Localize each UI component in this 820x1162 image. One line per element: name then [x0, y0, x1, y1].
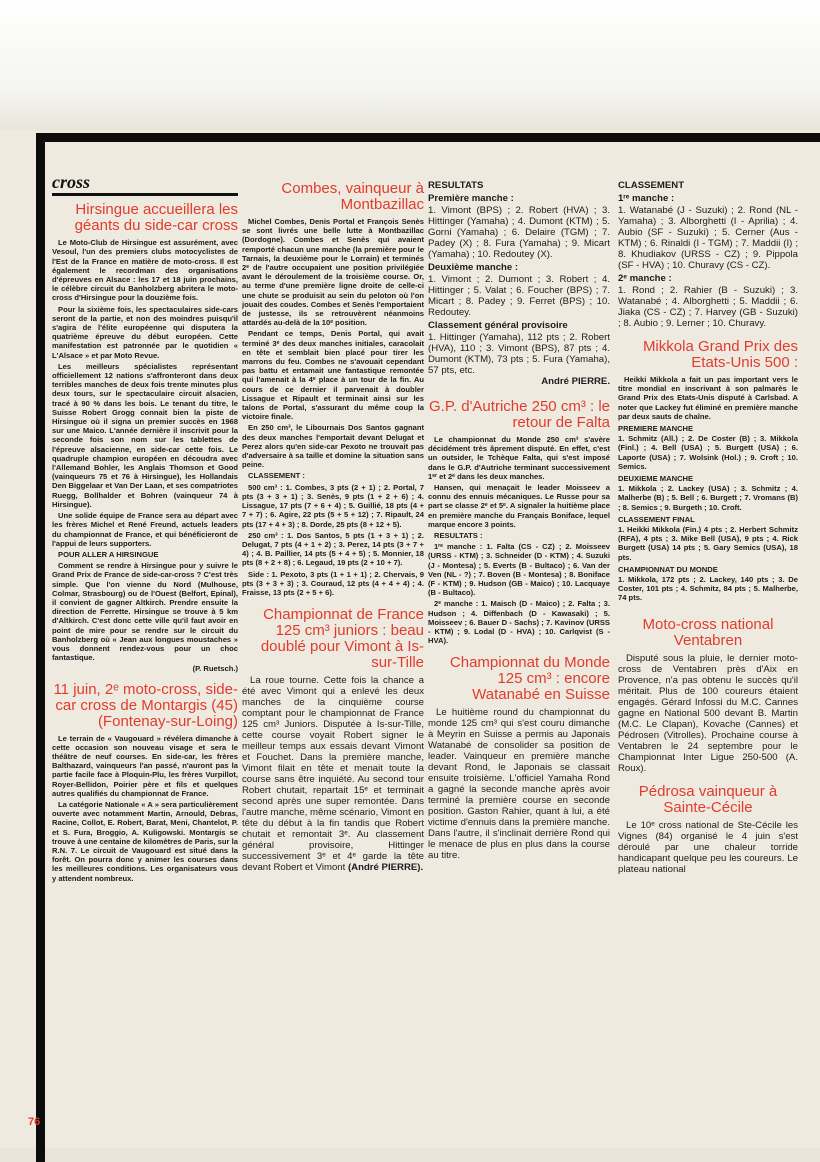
column-4 — [618, 178, 798, 877]
paragraph — [242, 675, 424, 873]
paragraph: Le championnat du Monde 250 cm³ s'avère décidément très âprement disputé. En effet, c'est un outsider, le Tchèque Falta, qui s'est imposé dans le G.P. d'Autriche terminant successivement 1ᵉʳ et 2ᵉ dans les deux manches. — [428, 435, 610, 481]
column-1 — [52, 172, 238, 885]
results-block — [428, 180, 610, 387]
paragraph: Comment se rendre à Hirsingue pour y suivre le Grand Prix de France de side-car-cross ? C'est très simple. Que l'on vienne du Nord (Mulhouse, Colmar, Strasbourg) ou de l'Ouest (Belfort, Epinal), il convient de gagner Altkirch. Prendre ensuite la direction de Ferrette. Hirsingue se trouve à 5 km d'Altkirch. C'est donc cette ville qu'il faut avoir en point de mire pour se rendre sur le circuit du Banholzberg où « Jean aux longues moustaches » vous donnent rendez-vous pour un choc fantastique. — [52, 561, 238, 663]
article-montargis — [52, 734, 238, 883]
paragraph: Le Moto-Club de Hirsingue est assurément, avec Vesoul, l'un des premiers clubs motocyclistes de l'Est de la France en matière de moto-cross. Il est également le recordman des organisations d'épreuves en Alsace : les 17 et 18 juin prochains, le célèbre circuit du Banholzberg abritera le moto-cross d'Hirsingue pour la douzième fois. — [52, 238, 238, 303]
headline-mikkola: Mikkola Grand Prix des Etats-Unis 500 : — [642, 338, 798, 371]
section-label: CLASSEMENT FINAL — [618, 514, 695, 524]
paragraph: CLASSEMENT : — [248, 471, 305, 481]
article-montbazillac — [242, 217, 424, 597]
headline-hirsingue: Hirsingue accueillera les géants du side-car cross — [74, 201, 238, 235]
section-label: DEUXIEME MANCHE — [618, 474, 694, 484]
headline-montbazillac: Combes, vainqueur à Montbazillac — [281, 180, 424, 213]
paragraph: 1ʳᵉ manche : 1. Falta (CS - CZ) ; 2. Moisseev (URSS - KTM) ; 3. Schneider (D - KTM) ; 4. Suzuki (J - Montesa) ; 5. Everts (B - Bultaco) ; 6. Van der Ven (NL - ?) ; 7. Boven (B - Montesa) ; 8. Boniface (F - KTM) ; 9. Hudson (GB - Maico) ; 10. Lacquaye (B - Bultaco). — [428, 542, 610, 598]
results-manche1-label: Première manche : — [428, 193, 514, 204]
results-text: 1. Mikkola, 172 pts ; 2. Lackey, 140 pts ; 3. De Coster, 101 pts ; 4. Schmitz, 84 pts ; 5. Malherbe, 74 pts. — [618, 575, 798, 603]
results-manche2-label: Deuxième manche : — [428, 262, 519, 273]
paragraph: Le terrain de « Vaugouard » révélera dimanche à cette occasion son nouveau visage et sera le théâtre de neuf courses. En side-car, les frères Balthazard, vainqueurs l'an passé, n'auront pas la partie facile face à Ploquin-Plu, les frères Vurpillot, Royer-Bellidon, Poirier père et fils et quelques autres qualifiés du championnat de France. — [52, 733, 238, 798]
body-text: La roue tourne. Cette fois la chance a été avec Vimont qui a enlevé les deux manches de la cinquième course comptant pour le championnat de France 125 cm³ Juniors. Disputée à Is-sur-Tille, cette course voyait Robert signer le meilleur temps aux essais devant Vimont et Fouchet. Dans la première manche, Vimont filait en tête et menait toute la course sans être inquiété. Au second tour Robert chutait, repartait 15ᵉ et terminait second après une super remontée. Dans l'autre manche, même scénario, Vimont en tête du début à la fin tandis que Robert chutait et remontait 3ᵉ. Au classement général provisoire, Hittinger successivement 3ᵉ et 4ᵉ garde la tête devant Robert et Vimont — [242, 675, 424, 874]
top-photo-strip — [0, 0, 820, 130]
byline: (André PIERRE). — [347, 862, 424, 874]
paragraph: La catégorie Nationale « A » sera particulièrement ouverte avec notamment Martin, Arnould, Debras, Racine, Collot, E. Robert, Barat, Meni, Chantelot, P. et S. Fura, Broggio, A. Kuligowski. Montargis se trouve à une centaine de kilomètres de Paris, sur la R.N. 7. Le circuit de Vaugouard est situé dans la forêt. On pourra donc y animer les courses dans les meilleures conditions. Les organisateurs vous y attendent nombreux. — [52, 799, 238, 883]
article-ventabren — [618, 653, 798, 774]
byline: (P. Ruetsch.) — [192, 664, 238, 674]
classement-heading: CLASSEMENT — [618, 180, 685, 191]
column-3 — [428, 178, 610, 863]
article-pedrosa — [618, 820, 798, 875]
paragraph: 500 cm³ : 1. Combes, 3 pts (2 + 1) ; 2. Portal, 7 pts (3 + 3 + 1) ; 3. Senès, 9 pts (1 + 2 + 6) ; 4. Lissague, 17 pts (7 + 6 + 4) ; 5. Guillié, 18 pts (4 + 7 + 7) ; 6. Agire, 22 pts (5 + 5 + 12) ; 7. Ripault, 24 pts (17 + 4 + 3) ; 8. Dorde, 25 pts (8 + 12 + 5). — [242, 482, 424, 529]
headline-125-juniors: Championnat de France 125 cm³ juniors : beau doublé pour Vimont à Is-sur-Tille — [260, 606, 424, 672]
results-text: 1. Heikki Mikkola (Fin.) 4 pts ; 2. Herbert Schmitz (RFA), 4 pts ; 3. Mike Bell (USA), 9 pts ; 4. Rick Burgett (USA) 14 pts ; 5. Gary Semics (USA), 18 pts. — [618, 525, 798, 562]
article-125-monde — [428, 707, 610, 861]
headline-125-monde: Championnat du Monde 125 cm³ : encore Watanabé en Suisse — [449, 654, 610, 704]
paragraph — [618, 653, 798, 774]
paragraph: Hansen, qui menaçait le leader Moisseev a connu des ennuis mécaniques. Le Russe pour sa part se classe 2ᵉ et 5ᵉ. A signaler la huitième place en première manche du Français Boniface, lequel marque encore 3 points. — [428, 483, 610, 529]
results-general: 1. Hittinger (Yamaha), 112 pts ; 2. Robert (HVA), 110 ; 3. Vimont (BPS), 87 pts ; 4. Dumont (KTM), 73 pts ; 5. Fura (Yamaha), 57 pts, etc. — [428, 332, 610, 376]
results-text: 1. Mikkola ; 2. Lackey (USA) ; 3. Schmitz ; 4. Malherbe (B) ; 5. Bell ; 6. Burgett ; 7. Vromans (B) ; 8. Semics ; 9. Burgeth ; 10. Croft. — [618, 484, 798, 512]
headline-ventabren: Moto-cross national Ventabren — [642, 615, 774, 649]
classement-manche1-label: 1ʳᵉ manche : — [618, 193, 675, 204]
byline: André PIERRE. — [541, 376, 610, 387]
results-manche1: 1. Vimont (BPS) ; 2. Robert (HVA) ; 3. Hittinger (Yamaha) ; 4. Dumont (KTM) ; 5. Gorni (Yamaha) ; 6. Delaire (TGM) ; 7. Padey (X) ; 8. Fura (Yamaha) ; 9. Micart (Yamaha) ; 10. Redoutey (X). — [428, 205, 610, 260]
section-label: PREMIERE MANCHE — [618, 424, 694, 434]
paragraph: Une solide équipe de France sera au départ avec les frères Michel et René Freund, actuels leaders du championnat de France, et qui bénéficieront de l'appui de leurs supporters. — [52, 511, 238, 548]
section-label: CHAMPIONNAT DU MONDE — [618, 564, 718, 574]
article-mikkola — [618, 375, 798, 603]
paragraph: Le huitième round du championnat du monde 125 cm³ qui s'est couru dimanche à Meyrin en Suisse a permis au Japonais Watanabé de consolider sa position de leader. Vainqueur en première manche devant Rond, le Japonais se classait ensuite troisième. L'officiel Yamaha Rond a gagné la seconde manche après avoir terminé la première course en seconde position. Gaston Rahier, quant à lui, a été victime d'ennuis dans la première manche. Dans l'autre, il s'inclinait derrière Rond qui le menace de plus en plus dans la course au titre. — [428, 707, 610, 862]
paragraph: Les meilleurs spécialistes représentant officiellement 12 nations s'affronteront dans deux terribles manches de deux fois trente minutes plus deux tours, sur le spectaculaire circuit alsacien, tracé à 90 % dans les bois. Le tenant du titre, le Suisse Robert Grogg connait bien la piste de Hirsingue où il signa un premier succès en 1968 sur une Maico. L'année dernière il inscrivit pour la seconde fois son nom sur les tablettes de l'épreuve alsacienne, en side-car cette fois. Le quadruple champion européen en découdra avec l'Allemand Bohler, les Anglais Thomson et Good (vainqueurs 75 et 76 à Hirsingue), les Hollandais Den Biggelaar et Van Der Laan, et ses compatriotes Ruegg, Bollhalder et Bohren (vainqueur 74 à Hirsingue). — [52, 361, 238, 509]
paragraph: POUR ALLER A HIRSINGUE — [58, 549, 159, 559]
byline: (A. Roux). — [618, 751, 798, 774]
results-text: 1. Schmitz (All.) ; 2. De Coster (B) ; 3. Mikkola (Finl.) ; 4. Bell (USA) ; 5. Burgett (USA) ; 6. Laporte (USA) ; 7. Wolsink (Hol.) ; 9. Croft ; 10. Semics. — [618, 434, 798, 471]
headline-montargis: 11 juin, 2ᵉ moto-cross, side-car cross de Montargis (45) (Fontenay-sur-Loing) — [53, 680, 238, 730]
rubric-rule — [52, 193, 238, 196]
article-hirsingue — [52, 238, 238, 673]
paragraph: 2ᵉ manche : 1. Maisch (D - Maico) ; 2. Falta ; 3. Hudson ; 4. Diffenbach (D - Kawasaki) ; 5. Moisseev ; 6. Bauer D - Sachs) ; 7. Kavinov (URSS - KTM) ; 9. Lodal (D - HVA) ; 10. Carlqvist (S - HVA). — [428, 599, 610, 646]
results-heading: RESULTATS — [428, 180, 484, 191]
article-125-juniors — [242, 675, 424, 873]
paragraph: Le 10ᵉ cross national de Ste-Cécile les Vignes (84) organisé le 4 juin s'est déroulé par une chaleur torride handicapant quelque peu les coureurs. Le plateau national — [618, 819, 798, 875]
classement-manche1: 1. Watanabé (J - Suzuki) ; 2. Rond (NL - Yamaha) ; 3. Alborghetti (I - Aprilia) ; 4. Aubio (SF - Suzuki) ; 5. Cerner (Aus - KTM) ; 6. Rinaldi (I - TGM) ; 7. Maddii (I) ; 8. Khudiakov (URSS - CZ) ; 9. Pippola (SF - HVA) ; 10. Churavy (CS - CZ). — [618, 205, 798, 271]
paragraph: Michel Combes, Denis Portal et François Senès se sont livrés une belle lutte à Montbazillac (Dordogne). Combes et Senès qui avaient remporté chacun une manche (la première pour le Tarnais, la deuxième pour le Lorrain) et terminés 2ᵉ de l'autre occupaient une position privilégiée avant le déroulement de la troisième course. Or, au terme d'une première ligne droite de celle-ci une chute se produisit au sein du peloton où l'on jouait des coudes. Combes et Senès l'emportaient de justesse, ils se retrouvèrent néanmoins attardés au-delà de la 10ᵉ position. — [242, 217, 424, 328]
paragraph: RESULTATS : — [434, 531, 483, 541]
paragraph: 250 cm³ : 1. Dos Santos, 5 pts (1 + 3 + 1) ; 2. Delugat, 7 pts (4 + 1 + 2) ; 3. Perez, 14 pts (3 + 7 + 4) ; 4. B. Paillier, 14 pts (5 + 4 + 5) ; 5. Monnier, 18 pts (8 + 2 + 8) ; 6. Legaud, 19 pts (2 + 10 + 7). — [242, 530, 424, 568]
article-gp-autriche — [428, 435, 610, 645]
paragraph: Pendant ce temps, Denis Portal, qui avait terminé 3ᵉ des deux manches initiales, caracolait en tête et semblait bien placé pour tirer les marrons du feu. Combes ne s'avouait cependant pas battu et entamait une fantastique remontée qui l'amenait à la 4ᵉ place à un tour de la fin. Au cours de ce dernier il parvenait à doubler Lissague et Ripault et terminait ainsi sur les talons de Portal, s'assurant du même coup la victoire finale. — [242, 329, 424, 422]
body-text: Disputé sous la pluie, le dernier moto-cross de Ventabren près d'Aix en Provence, n'a pas obtenu le succès qu'il méritait. Plus de 100 coureurs étaient engagés. Gérard Infossi du M.C. Cannes gagne en National 500 devant B. Martin (M.C. Le Clapan), Kovache (Cannes) et Pédrosen (Vitrolles). Prochaine course à Ventabren le 24 septembre pour le Championnat Inter Ligue 250-500 — [618, 652, 798, 763]
classement-manche2-label: 2ᵉ manche : — [618, 273, 672, 284]
paragraph: En 250 cm³, le Libournais Dos Santos gagnant des deux manches l'emportait devant Delugat et Perez alors qu'en side-car Pexoto ne trouvait pas d'adversaire à sa taille et domine la situation sans peine. — [242, 423, 424, 470]
paragraph: Side : 1. Pexoto, 3 pts (1 + 1 + 1) ; 2. Chervais, 9 pts (3 + 3 + 3) ; 3. Couraud, 12 pts (4 + 4 + 4) ; 4. Fraisse, 13 pts (2 + 5 + 6). — [242, 569, 424, 597]
page-number: 76 — [28, 1116, 41, 1128]
paragraph: Heikki Mikkola a fait un pas important vers le titre mondial en inscrivant à son palmarès le Grand Prix des Etats-Unis disputé à Carlsbad. A noter que Lackey fut éliminé en première manche par deux sauts de chaîne. — [618, 375, 798, 421]
results-manche2: 1. Vimont ; 2. Dumont ; 3. Robert ; 4. Hittinger ; 5. Valat ; 6. Foucher (BPS) ; 7. Micart ; 8. Padey ; 9. Ferret (BPS) ; 10. Redoutey. — [428, 274, 610, 318]
headline-gp-autriche: G.P. d'Autriche 250 cm³ : le retour de Falta — [428, 398, 610, 431]
results-general-label: Classement général provisoire — [428, 320, 568, 331]
classement-manche2: 1. Rond ; 2. Rahier (B - Suzuki) ; 3. Watanabé ; 4. Alborghetti ; 5. Maddii ; 6. Jiaka (CS - CZ) ; 7. Harvey (GB - Suzuki) ; 8. Aubio ; 9. Lerner ; 10. Churavy. — [618, 285, 798, 329]
headline-pedrosa: Pédrosa vainqueur à Sainte-Cécile — [638, 782, 778, 816]
column-2 — [242, 178, 424, 875]
section-rubric: cross — [52, 172, 91, 192]
classement-block — [618, 180, 798, 329]
paragraph: Pour la sixième fois, les spectaculaires side-cars seront de la partie, et non des moindres puisqu'il s'agira de l'élite européenne qui disputera la quatrième épreuve du début européen. Cette manifestation est patronnée par le quotidien « L'Alsace » et par Moto Revue. — [52, 304, 238, 360]
